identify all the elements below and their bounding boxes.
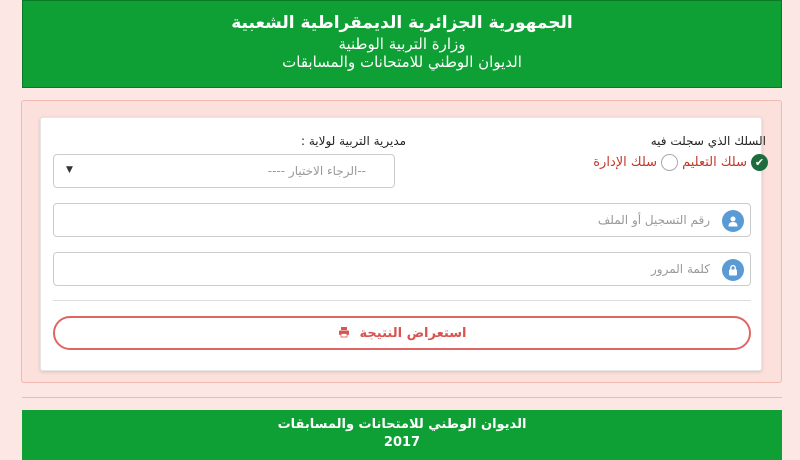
radio-label-teaching[interactable]: سلك التعليم [682,154,747,170]
directorate-select[interactable] [53,154,395,188]
registration-placeholder: رقم التسجيل أو الملف [597,213,710,227]
lock-icon [722,259,744,281]
ministry-title: وزارة التربية الوطنية [338,35,466,53]
form-divider [53,300,751,301]
registration-input[interactable] [53,203,751,237]
check-icon[interactable]: ✔ [751,154,768,171]
footer-office: الديوان الوطني للامتحانات والمسابقات [277,417,527,432]
radio-administration[interactable] [661,154,678,171]
page-header [22,0,782,88]
office-title: الديوان الوطني للامتحانات والمسابقات [282,53,522,71]
password-placeholder: كلمة المرور [650,262,710,276]
corps-radio-group [593,152,768,172]
section-separator [22,397,782,398]
print-icon [338,326,350,341]
directorate-label: مديرية التربية لولاية : [301,134,407,148]
page-footer [22,410,782,460]
show-result-label: استعراض النتيجة [359,325,467,341]
password-input[interactable] [53,252,751,286]
show-result-button[interactable] [53,316,751,350]
caret-down-icon: ▼ [66,165,73,175]
corps-label: السلك الذي سجلت فيه [650,134,766,148]
footer-year: 2017 [383,435,421,450]
directorate-placeholder: --الرجاء الاختيار ---- [267,164,366,178]
radio-label-administration[interactable]: سلك الإدارة [593,154,658,170]
republic-title: الجمهورية الجزائرية الديمقراطية الشعبية [231,13,573,33]
user-icon [722,210,744,232]
